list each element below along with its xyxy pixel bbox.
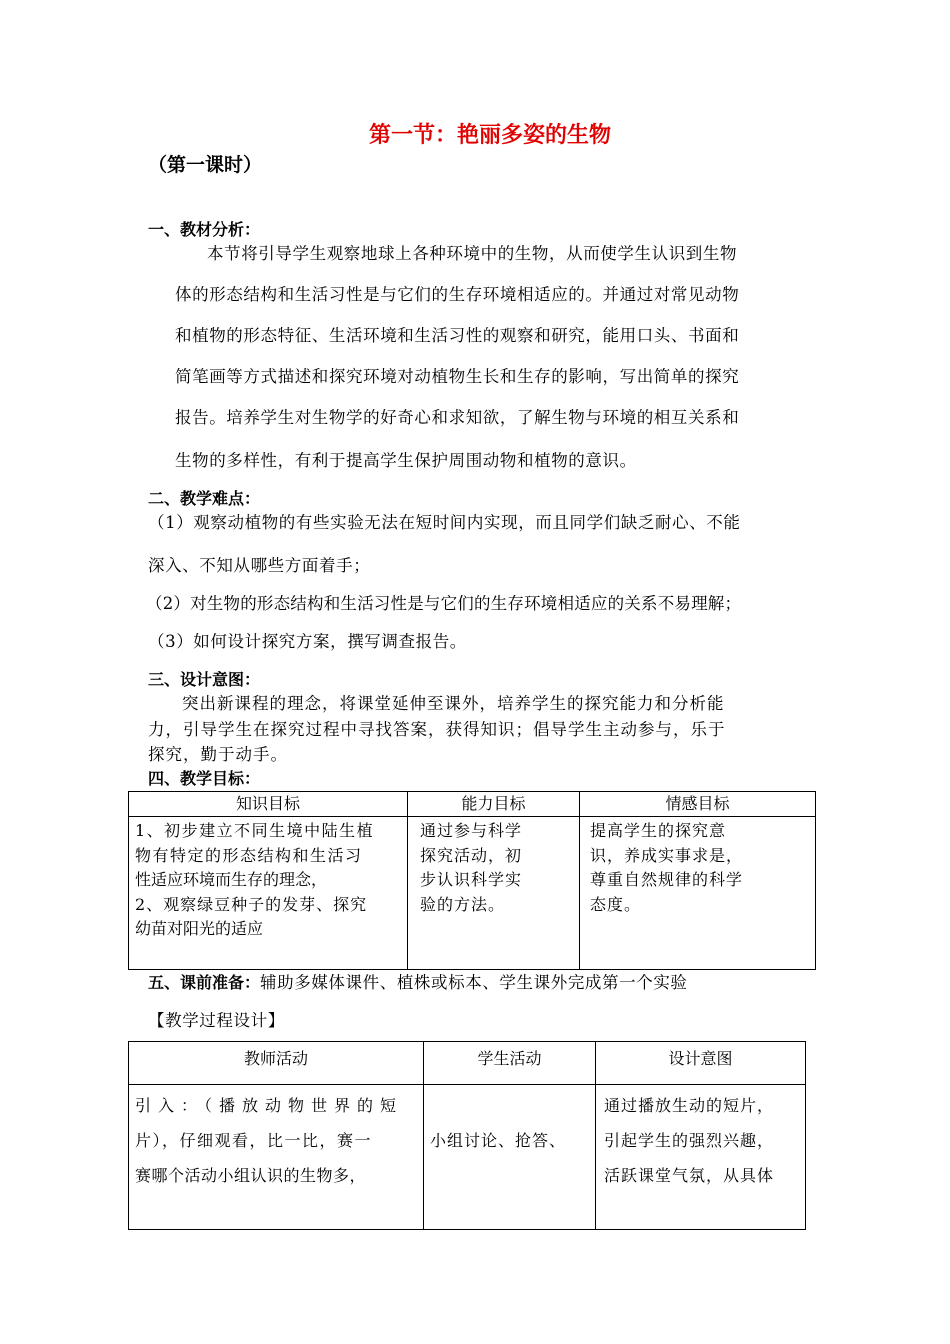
table-header: 情感目标 <box>580 792 816 817</box>
paragraph-line: 力，引导学生在探究过程中寻找答案，获得知识；倡导学生主动参与，乐于 <box>148 720 726 739</box>
paragraph-line: 报告。培养学生对生物学的好奇心和求知欲，了解生物与环境的相互关系和 <box>175 408 740 427</box>
cell-line: 性适应环境而生存的理念， <box>135 870 328 889</box>
paragraph-line: （2）对生物的形态结构和生活习性是与它们的生存环境相适应的关系不易理解； <box>146 594 742 613</box>
cell-line: 活跃课堂气氛，从具体 <box>604 1166 775 1185</box>
cell-line: 提高学生的探究意 <box>590 821 727 840</box>
cell-line: 幼苗对阳光的适应 <box>135 919 264 938</box>
section-heading-analysis: 一、教材分析： <box>148 220 261 239</box>
paragraph-line: 探究，勤于动手。 <box>148 745 288 764</box>
preparation-text: 辅助多媒体课件、植株或标本、学生课外完成第一个实验 <box>260 973 688 992</box>
section-heading-design-intent: 三、设计意图： <box>148 670 261 689</box>
cell-line: 尊重自然规律的科学 <box>590 870 744 889</box>
ability-objective-cell <box>408 817 580 970</box>
cell-line: 引入：（播放动物世界的短 <box>135 1096 404 1115</box>
table-header: 知识目标 <box>129 792 408 817</box>
lesson-period: （第一课时） <box>148 154 263 176</box>
cell-line: 2、观察绿豆种子的发芽、探究 <box>135 894 368 914</box>
paragraph-line: （3）如何设计探究方案，撰写调查报告。 <box>148 632 467 651</box>
table-header: 能力目标 <box>408 792 580 817</box>
cell-line: 验的方法。 <box>420 894 506 914</box>
cell-line: 片），仔细观看，比一比，赛一 <box>135 1131 373 1150</box>
process-design-heading: 【教学过程设计】 <box>148 1011 285 1030</box>
cell-line: 步认识科学实 <box>420 870 523 889</box>
cell-line: 小组讨论、抢答、 <box>430 1131 567 1150</box>
paragraph-line: 体的形态结构和生活习性是与它们的生存环境相适应的。并通过对常见动物 <box>175 285 740 304</box>
cell-line: 赛哪个活动小组认识的生物多， <box>135 1166 367 1185</box>
teacher-activity-cell <box>129 1085 424 1230</box>
paragraph-line: 本节将引导学生观察地球上各种环境中的生物，从而使学生认识到生物 <box>207 244 738 263</box>
paragraph-line: 和植物的形态特征、生活环境和生活习性的观察和研究，能用口头、书面和 <box>175 326 740 345</box>
paragraph-line: 深入、不知从哪些方面着手； <box>148 556 371 575</box>
process-table <box>128 1041 806 1230</box>
page-title: 第一节：艳丽多姿的生物 <box>368 123 611 148</box>
table-header: 学生活动 <box>424 1042 596 1085</box>
objectives-table <box>128 791 816 970</box>
paragraph-line: 突出新课程的理念，将课堂延伸至课外，培养学生的探究能力和分析能 <box>182 694 725 713</box>
section-heading-objectives: 四、教学目标： <box>148 769 261 788</box>
design-intent-cell <box>596 1085 806 1230</box>
cell-line: 态度。 <box>590 894 642 914</box>
cell-line: 识，养成实事求是， <box>590 845 744 865</box>
emotion-objective-cell <box>580 817 816 970</box>
cell-line: 引起学生的强烈兴趣， <box>604 1131 775 1150</box>
cell-line: 通过参与科学 <box>420 821 523 840</box>
section-heading-difficulties: 二、教学难点： <box>148 489 261 508</box>
table-header: 教师活动 <box>129 1042 424 1085</box>
cell-line: 1、初步建立不同生境中陆生植 <box>135 821 375 840</box>
paragraph-line: （1）观察动植物的有些实验无法在短时间内实现，而且同学们缺乏耐心、不能 <box>148 513 741 532</box>
cell-line: 探究活动，初 <box>420 845 523 865</box>
paragraph-line: 简笔画等方式描述和探究环境对动植物生长和生存的影响，写出简单的探究 <box>175 367 740 386</box>
cell-line: 物有特定的形态结构和生活习 <box>135 845 363 865</box>
paragraph-line: 生物的多样性，有利于提高学生保护周围动物和植物的意识。 <box>175 451 637 470</box>
preparation-line <box>148 969 688 993</box>
table-header: 设计意图 <box>596 1042 806 1085</box>
cell-line: 通过播放生动的短片， <box>604 1096 775 1115</box>
knowledge-objective-cell <box>129 817 408 970</box>
student-activity-cell <box>424 1085 596 1230</box>
section-heading-preparation: 五、课前准备： <box>148 973 261 992</box>
